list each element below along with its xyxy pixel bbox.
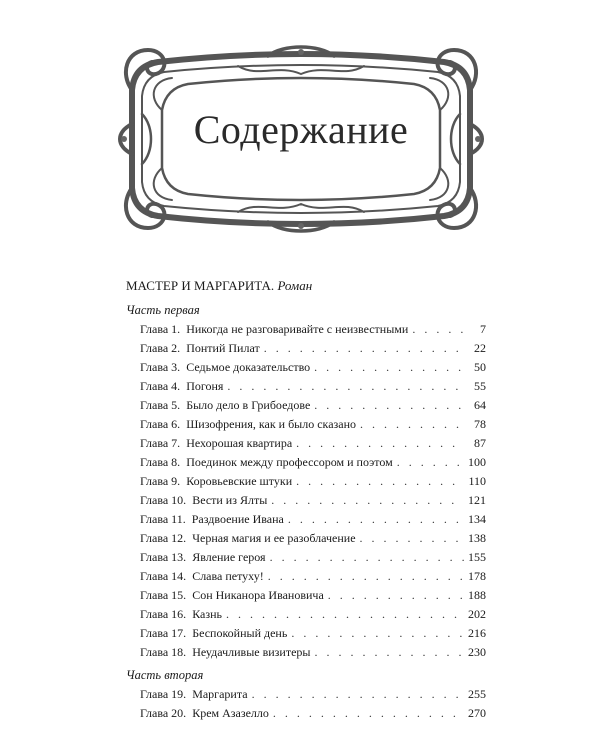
toc-entry[interactable] (126, 491, 486, 510)
chapter-title: Казнь (192, 607, 222, 621)
page-number: 22 (474, 341, 486, 355)
leader-dots (252, 685, 464, 704)
chapter-title: Понтий Пилат (186, 341, 260, 355)
toc-entry[interactable] (126, 548, 486, 567)
page-number: 178 (468, 569, 486, 583)
leader-dots (270, 548, 464, 567)
page-number: 64 (474, 398, 486, 412)
leader-dots (271, 491, 464, 510)
leader-dots (412, 320, 464, 339)
page-number: 230 (468, 645, 486, 659)
work-title (126, 276, 486, 295)
chapter-number: Глава 20. (140, 706, 187, 720)
toc-entry[interactable] (126, 434, 486, 453)
page-number: 270 (468, 706, 486, 720)
chapter-number: Глава 2. (140, 341, 181, 355)
chapter-title: Было дело в Грибоедове (186, 398, 311, 412)
chapter-title: Раздвоение Ивана (191, 512, 284, 526)
chapter-number: Глава 18. (140, 645, 187, 659)
page-number: 255 (468, 687, 486, 701)
chapter-title: Маргарита (192, 687, 248, 701)
chapter-number: Глава 12. (140, 531, 187, 545)
chapter-number: Глава 4. (140, 379, 181, 393)
leader-dots (314, 358, 464, 377)
toc-entry[interactable] (126, 624, 486, 643)
toc-entry[interactable] (126, 510, 486, 529)
leader-dots (264, 339, 464, 358)
work-genre: Роман (277, 278, 313, 293)
leader-dots (360, 529, 464, 548)
chapter-number: Глава 14. (140, 569, 187, 583)
leader-dots (291, 624, 464, 643)
chapter-list (126, 320, 486, 662)
chapter-title: Седьмое доказательство (186, 360, 311, 374)
page-number: 216 (468, 626, 486, 640)
leader-dots (273, 704, 464, 723)
chapter-number: Глава 10. (140, 493, 187, 507)
toc-entry[interactable] (126, 605, 486, 624)
chapter-number: Глава 16. (140, 607, 187, 621)
chapter-title: Погоня (186, 379, 224, 393)
toc-entry[interactable] (126, 643, 486, 662)
chapter-title: Вести из Ялты (192, 493, 268, 507)
toc-entry[interactable] (126, 529, 486, 548)
leader-dots (314, 643, 464, 662)
chapter-title: Сон Никанора Ивановича (192, 588, 324, 602)
page-number: 87 (474, 436, 486, 450)
page-title: Содержание (193, 107, 409, 152)
chapter-number: Глава 11. (140, 512, 186, 526)
leader-dots (314, 396, 464, 415)
chapter-number: Глава 19. (140, 687, 187, 701)
chapter-number: Глава 8. (140, 455, 181, 469)
leader-dots (268, 567, 464, 586)
table-of-contents (126, 276, 486, 723)
leader-dots (288, 510, 464, 529)
page-number: 110 (468, 474, 486, 488)
chapter-title: Явление героя (192, 550, 266, 564)
part-2 (126, 666, 486, 723)
toc-entry[interactable] (126, 685, 486, 704)
toc-entry[interactable] (126, 415, 486, 434)
page-number: 155 (468, 550, 486, 564)
chapter-number: Глава 5. (140, 398, 181, 412)
toc-entry[interactable] (126, 339, 486, 358)
page-number: 188 (468, 588, 486, 602)
page-number: 50 (474, 360, 486, 374)
toc-entry[interactable] (126, 704, 486, 723)
page-number: 78 (474, 417, 486, 431)
page-number: 134 (468, 512, 486, 526)
toc-entry[interactable] (126, 586, 486, 605)
chapter-number: Глава 7. (140, 436, 181, 450)
page-number: 7 (480, 322, 486, 336)
chapter-number: Глава 1. (140, 322, 181, 336)
toc-entry[interactable] (126, 396, 486, 415)
toc-entry[interactable] (126, 320, 486, 339)
chapter-number: Глава 9. (140, 474, 181, 488)
chapter-number: Глава 15. (140, 588, 187, 602)
toc-entry[interactable] (126, 567, 486, 586)
chapter-title: Поединок между профессором и поэтом (186, 455, 393, 469)
chapter-number: Глава 17. (140, 626, 187, 640)
leader-dots (226, 605, 464, 624)
title-ornament-frame (118, 44, 484, 234)
leader-dots (328, 586, 464, 605)
chapter-number: Глава 3. (140, 360, 181, 374)
chapter-title: Коровьевские штуки (186, 474, 293, 488)
page-number: 55 (474, 379, 486, 393)
leader-dots (360, 415, 464, 434)
chapter-title: Слава петуху! (192, 569, 264, 583)
page-number: 202 (468, 607, 486, 621)
chapter-title: Беспокойный день (192, 626, 288, 640)
page-number: 138 (468, 531, 486, 545)
chapter-title: Неудачливые визитеры (192, 645, 311, 659)
chapter-title: Черная магия и ее разоблачение (192, 531, 356, 545)
chapter-title: Крем Азазелло (192, 706, 269, 720)
leader-dots (397, 453, 464, 472)
chapter-title: Нехорошая квартира (186, 436, 293, 450)
leader-dots (227, 377, 464, 396)
toc-entry[interactable] (126, 377, 486, 396)
part-title: Часть вторая (126, 668, 204, 682)
chapter-list (126, 685, 486, 723)
page-number: 100 (468, 455, 486, 469)
toc-entry[interactable] (126, 472, 486, 491)
chapter-title: Никогда не разговаривайте с неизвестными (186, 322, 409, 336)
page-number: 121 (468, 493, 486, 507)
leader-dots (296, 472, 464, 491)
chapter-number: Глава 13. (140, 550, 187, 564)
toc-entry[interactable] (126, 358, 486, 377)
chapter-number: Глава 6. (140, 417, 181, 431)
chapter-title: Шизофрения, как и было сказано (186, 417, 357, 431)
part-title: Часть первая (126, 303, 200, 317)
leader-dots (296, 434, 464, 453)
part-1 (126, 301, 486, 662)
toc-entry[interactable] (126, 453, 486, 472)
work-title-text: МАСТЕР И МАРГАРИТА. (126, 278, 275, 293)
